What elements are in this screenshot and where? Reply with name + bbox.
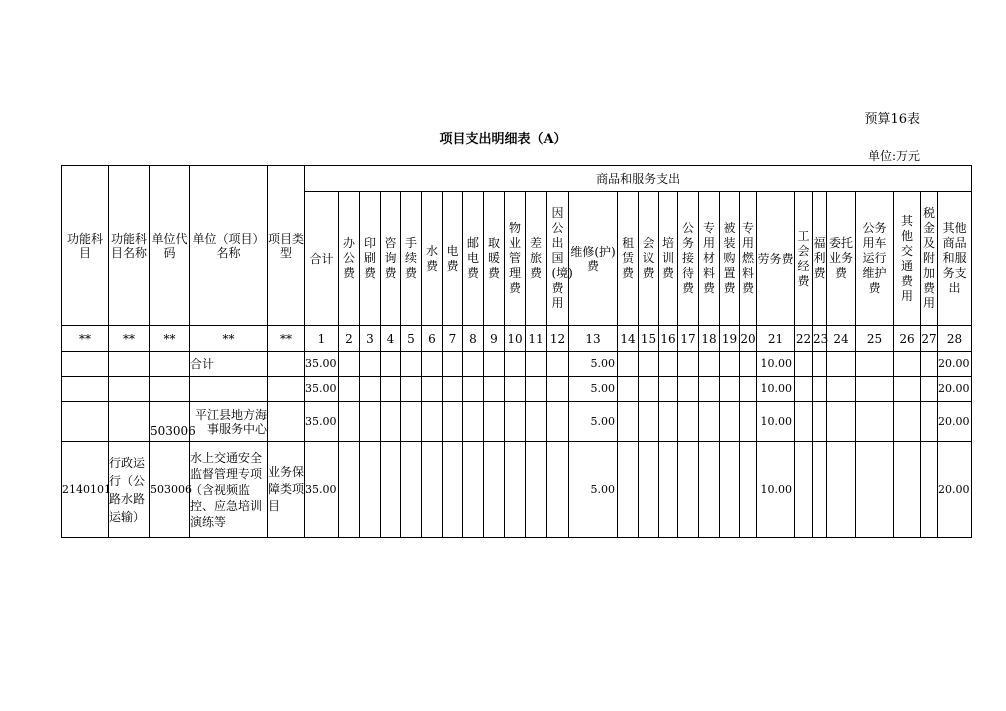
header-item: 租赁费 — [618, 192, 639, 326]
header-item: 被装购置费 — [720, 192, 740, 326]
cell-proj-type — [268, 352, 305, 377]
form-code: 预算16表 — [864, 112, 920, 127]
header-unit-name: 单位（项目）名称 — [190, 166, 268, 326]
index-number: 1 — [305, 326, 339, 352]
cell-unit-code — [150, 352, 190, 377]
cell-proj-type — [268, 377, 305, 402]
index-number: 23 — [813, 326, 827, 352]
index-number: 15 — [639, 326, 659, 352]
cell-func-name — [109, 352, 150, 377]
index-number: 19 — [720, 326, 740, 352]
index-number: 3 — [360, 326, 381, 352]
header-item: 取暖费 — [484, 192, 505, 326]
index-number: 9 — [484, 326, 505, 352]
index-number: 4 — [381, 326, 401, 352]
header-item: 物业管理费 — [505, 192, 526, 326]
header-item: 福利费 — [813, 192, 827, 326]
cell-unit-name: 平江县地方海事服务中心 — [190, 402, 268, 442]
cell-total: 35.00 — [305, 352, 339, 377]
header-total: 合计 — [305, 192, 339, 326]
cell-proj-type: 业务保障类项目 — [268, 442, 305, 538]
index-number: 16 — [659, 326, 678, 352]
cell-other: 20.00 — [938, 402, 972, 442]
cell-func-code — [62, 377, 109, 402]
index-number: 28 — [938, 326, 972, 352]
index-number: 25 — [856, 326, 894, 352]
cell-func-name: 行政运行（公路水路运输） — [109, 442, 150, 538]
page-title: 项目支出明细表（A） — [439, 132, 567, 147]
header-item: 办公费 — [339, 192, 360, 326]
cell-repair: 5.00 — [569, 377, 618, 402]
index-number: 6 — [422, 326, 443, 352]
cell-func-code — [62, 352, 109, 377]
cell-total: 35.00 — [305, 442, 339, 538]
header-item: 其他交通费用 — [894, 192, 921, 326]
cell-labor: 10.00 — [757, 352, 795, 377]
cell-repair: 5.00 — [569, 402, 618, 442]
index-number: 17 — [678, 326, 699, 352]
cell-unit-name: 合计 — [190, 352, 268, 377]
cell-other: 20.00 — [938, 442, 972, 538]
index-number: 11 — [526, 326, 547, 352]
header-item: 培训费 — [659, 192, 678, 326]
index-stars: ** — [268, 326, 305, 352]
index-number: 26 — [894, 326, 921, 352]
cell-labor: 10.00 — [757, 442, 795, 538]
index-number: 21 — [757, 326, 795, 352]
table-row — [62, 402, 972, 442]
header-item: 专用燃料费 — [740, 192, 757, 326]
index-number: 24 — [827, 326, 856, 352]
header-func-code: 功能科目 — [62, 166, 109, 326]
cell-func-code — [62, 402, 109, 442]
cell-unit-code: 503006 — [150, 442, 190, 538]
index-number: 2 — [339, 326, 360, 352]
index-stars: ** — [190, 326, 268, 352]
header-item: 电费 — [443, 192, 463, 326]
header-item: 差旅费 — [526, 192, 547, 326]
header-item: 公务用车运行维护费 — [856, 192, 894, 326]
table-row — [62, 442, 972, 538]
header-item: 因公出国(境)费用 — [547, 192, 569, 326]
index-number: 5 — [401, 326, 422, 352]
cell-unit-code — [150, 377, 190, 402]
index-row — [62, 326, 972, 352]
index-number: 12 — [547, 326, 569, 352]
header-item-labor: 劳务费 — [757, 192, 795, 326]
cell-unit-name — [190, 377, 268, 402]
cell-func-name — [109, 402, 150, 442]
cell-labor: 10.00 — [757, 377, 795, 402]
cell-total: 35.00 — [305, 377, 339, 402]
header-item: 会议费 — [639, 192, 659, 326]
index-number: 18 — [699, 326, 720, 352]
index-number: 13 — [569, 326, 618, 352]
header-item: 手续费 — [401, 192, 422, 326]
table-row — [62, 377, 972, 402]
header-item: 专用材料费 — [699, 192, 720, 326]
cell-unit-code: 503006 — [150, 402, 190, 442]
index-stars: ** — [109, 326, 150, 352]
header-func-name: 功能科目名称 — [109, 166, 150, 326]
header-row-1 — [62, 166, 972, 192]
header-item: 工会经费 — [795, 192, 813, 326]
header-item: 邮电费 — [463, 192, 484, 326]
cell-func-code: 2140101 — [62, 442, 109, 538]
header-item: 委托业务费 — [827, 192, 856, 326]
index-number: 27 — [921, 326, 938, 352]
header-group: 商品和服务支出 — [305, 166, 972, 192]
header-unit-code: 单位代码 — [150, 166, 190, 326]
header-item: 公务接待费 — [678, 192, 699, 326]
cell-repair: 5.00 — [569, 352, 618, 377]
header-item: 税金及附加费用 — [921, 192, 938, 326]
index-number: 8 — [463, 326, 484, 352]
cell-repair: 5.00 — [569, 442, 618, 538]
expenditure-table — [61, 165, 972, 538]
index-number: 22 — [795, 326, 813, 352]
index-number: 14 — [618, 326, 639, 352]
index-number: 20 — [740, 326, 757, 352]
cell-func-name — [109, 377, 150, 402]
header-item-repair: 维修(护)费 — [569, 192, 618, 326]
header-item: 其他商品和服务支出 — [938, 192, 972, 326]
header-proj-type: 项目类型 — [268, 166, 305, 326]
cell-other: 20.00 — [938, 377, 972, 402]
index-number: 10 — [505, 326, 526, 352]
cell-other: 20.00 — [938, 352, 972, 377]
header-item: 水费 — [422, 192, 443, 326]
cell-total: 35.00 — [305, 402, 339, 442]
index-number: 7 — [443, 326, 463, 352]
header-item: 印刷费 — [360, 192, 381, 326]
cell-proj-type — [268, 402, 305, 442]
header-item: 咨询费 — [381, 192, 401, 326]
cell-unit-name: 水上交通安全监督管理专项（含视频监控、应急培训演练等 — [190, 442, 268, 538]
table-row-total — [62, 352, 972, 377]
index-stars: ** — [150, 326, 190, 352]
unit-label: 单位:万元 — [867, 149, 920, 163]
index-stars: ** — [62, 326, 109, 352]
cell-labor: 10.00 — [757, 402, 795, 442]
